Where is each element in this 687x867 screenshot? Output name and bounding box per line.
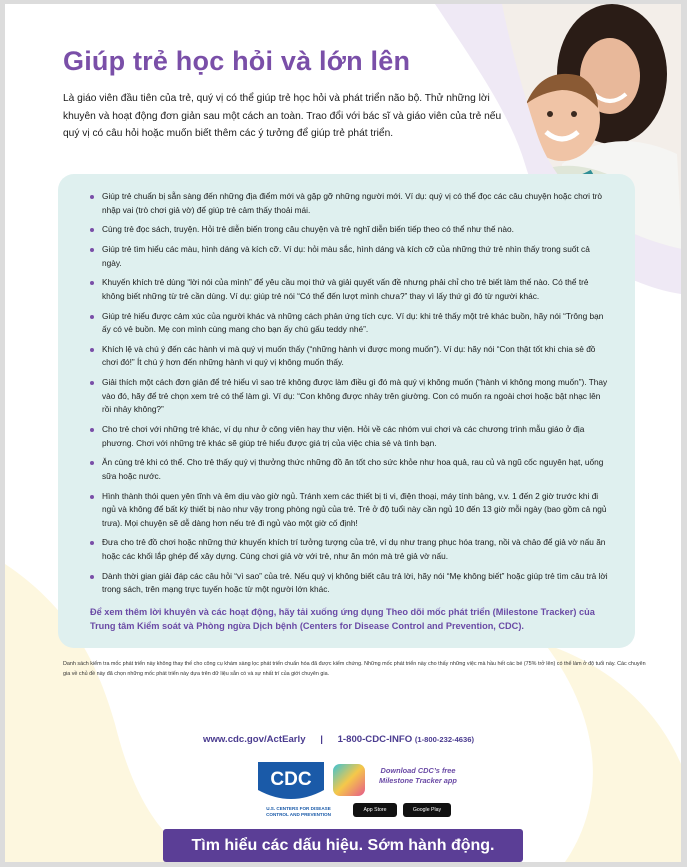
separator: |	[320, 734, 323, 745]
tip-item: Giúp trẻ hiểu được cảm xúc của người khác và những cách phản ứng tích cực. Ví dụ: khi trẻ thấy một trẻ khác buồn, hãy nói “Trông bạn ấy có vẻ buồn. Mẹ con mình cùng mang cho bạn ấy chú gấu teddy nhé”.	[90, 310, 610, 337]
website-link[interactable]: www.cdc.gov/ActEarly	[203, 734, 306, 745]
cdc-logo	[251, 760, 346, 820]
phone-number[interactable]: 1-800-CDC-INFO	[337, 734, 413, 745]
tip-item: Khuyến khích trẻ dùng “lời nói của mình” để yêu cầu mọi thứ và giải quyết vấn đề nhưng phải chỉ cho trẻ biết làm thế nào. Có thể trẻ không biết những từ trẻ cần dùng. Ví dụ: giúp trẻ nói “Có thể đến lượt mình chưa?” thay vì lấy thứ gì đó từ người khác.	[90, 276, 610, 303]
milestone-app-icon	[333, 764, 365, 796]
tip-item: Đưa cho trẻ đồ chơi hoặc những thứ khuyến khích trí tưởng tượng của trẻ, ví dụ như trang phục hóa trang, nồi và chảo để giả vờ nấu ăn hoặc các khối lắp ghép để xây dựng. Cùng chơi giả vờ với trẻ, như ăn món mà trẻ giả vờ nấu.	[90, 536, 610, 563]
app-store-button[interactable]: App Store	[353, 803, 397, 817]
tip-item: Hình thành thói quen yên tĩnh và êm dịu vào giờ ngủ. Tránh xem các thiết bị ti vi, điện thoại, máy tính bảng, v.v. 1 đến 2 giờ trước khi đi ngủ và không để bất kỳ thiết bị nào như vậy trong phòng ngủ của trẻ. Trẻ ở độ tuổi này cần ngủ 10 đến 13 giờ mỗi ngày (bao gồm cả ngủ trưa). Mọi chuyện sẽ dễ dàng hơn nếu trẻ đi ngủ vào một giờ cố định!	[90, 490, 610, 531]
google-play-button[interactable]: Google Play	[403, 803, 451, 817]
tip-item: Ăn cùng trẻ khi có thể. Cho trẻ thấy quý vị thưởng thức những đồ ăn tốt cho sức khỏe như hoa quả, rau củ và ngũ cốc nguyên hạt, uống sữa hoặc nước.	[90, 456, 610, 483]
tip-item: Giúp trẻ tìm hiểu các màu, hình dáng và kích cỡ. Ví dụ: hỏi màu sắc, hình dáng và kích cỡ của những thứ trẻ nhìn thấy trong suốt cả ngày.	[90, 243, 610, 270]
tip-item: Cho trẻ chơi với những trẻ khác, ví dụ như ở công viên hay thư viện. Hỏi về các nhóm vui chơi và các chương trình mẫu giáo ở địa phương. Chơi với những trẻ khác sẽ giúp trẻ hiểu được giá trị của việc chia sẻ và tình bạn.	[90, 423, 610, 450]
document-page	[5, 4, 681, 862]
tip-item: Cùng trẻ đọc sách, truyện. Hỏi trẻ diễn biến trong câu chuyện và trẻ nghĩ diễn biến tiếp theo có thể như thế nào.	[90, 223, 610, 237]
app-download-text: Download CDC’s free Milestone Tracker app	[379, 766, 457, 785]
cdc-logo-line1: U.S. CENTERS FOR DISEASE	[266, 806, 331, 811]
tip-item: Dành thời gian giải đáp các câu hỏi “vì sao” của trẻ. Nếu quý vị không biết câu trả lời, hãy nói “Mẹ không biết” hoặc giúp trẻ tìm câu trả lời trong sách, trên mạng trực tuyến hoặc từ một người lớn khác.	[90, 570, 610, 597]
act-early-banner: Tìm hiểu các dấu hiệu. Sớm hành động.	[163, 829, 523, 862]
page-title: Giúp trẻ học hỏi và lớn lên	[63, 46, 411, 76]
intro-paragraph: Là giáo viên đầu tiên của trẻ, quý vị có thể giúp trẻ học hỏi và phát triển não bộ. Thử những lời khuyên và hoạt động đơn giản sau một cách an toàn. Trao đổi với bác sĩ và giáo viên của trẻ nếu quý vị có câu hỏi hoặc muốn biết thêm các ý tưởng để giúp trẻ phát triển.	[63, 93, 502, 139]
tip-item: Khích lệ và chú ý đến các hành vi mà quý vị muốn thấy (“những hành vi được mong muốn”). Ví dụ: hãy nói “Con thật tốt khi chia sẻ đồ chơi đó!” Ít chú ý hơn đến những hành vi quý vị không muốn thấy.	[90, 343, 610, 370]
milestone-app-cta: Để xem thêm lời khuyên và các hoạt động, hãy tải xuống ứng dụng Theo dõi mốc phát triển (Milestone Tracker) của Trung tâm Kiểm soát và Phòng ngừa Dịch bệnh (Centers for Disease Control and Prevention, CDC).	[90, 607, 595, 631]
tip-item: Giải thích một cách đơn giản để trẻ hiểu vì sao trẻ không được làm điều gì đó mà quý vị không muốn (“hành vi không mong muốn”). Thay vào đó, hãy để trẻ chọn xem trẻ có thể làm gì. Ví dụ: “Con không được nhảy trên giường. Con có muốn ra ngoài chơi hoặc bật nhạc lên rồi nhảy không?”	[90, 376, 610, 417]
contact-line	[203, 734, 474, 745]
tips-list	[90, 190, 610, 603]
cdc-logo-line2: CONTROL AND PREVENTION	[266, 812, 331, 817]
tip-item: Giúp trẻ chuẩn bị sẵn sàng đến những địa điểm mới và gặp gỡ những người mới. Ví dụ: quý vị có thể đọc các câu chuyện hoặc chơi trò nhập vai (trò chơi giả vờ) để giúp trẻ cảm thấy thoải mái.	[90, 190, 610, 217]
disclaimer-text: Danh sách kiểm tra mốc phát triển này không thay thế cho công cụ khám sàng lọc phát triển chuẩn hóa đã được kiểm chứng. Những mốc phát triển này cho thấy những việc mà hầu hết các bé (75% trở lên) có thể làm ở độ tuổi này. Các chuyên gia về chủ đề này đã chọn những mốc phát triển này dựa trên dữ liệu sẵn có và sự nhất trí của giới chuyên gia.	[63, 661, 646, 677]
cdc-logo-mark: CDC	[270, 769, 312, 790]
phone-digits: (1-800-232-4636)	[414, 735, 474, 744]
